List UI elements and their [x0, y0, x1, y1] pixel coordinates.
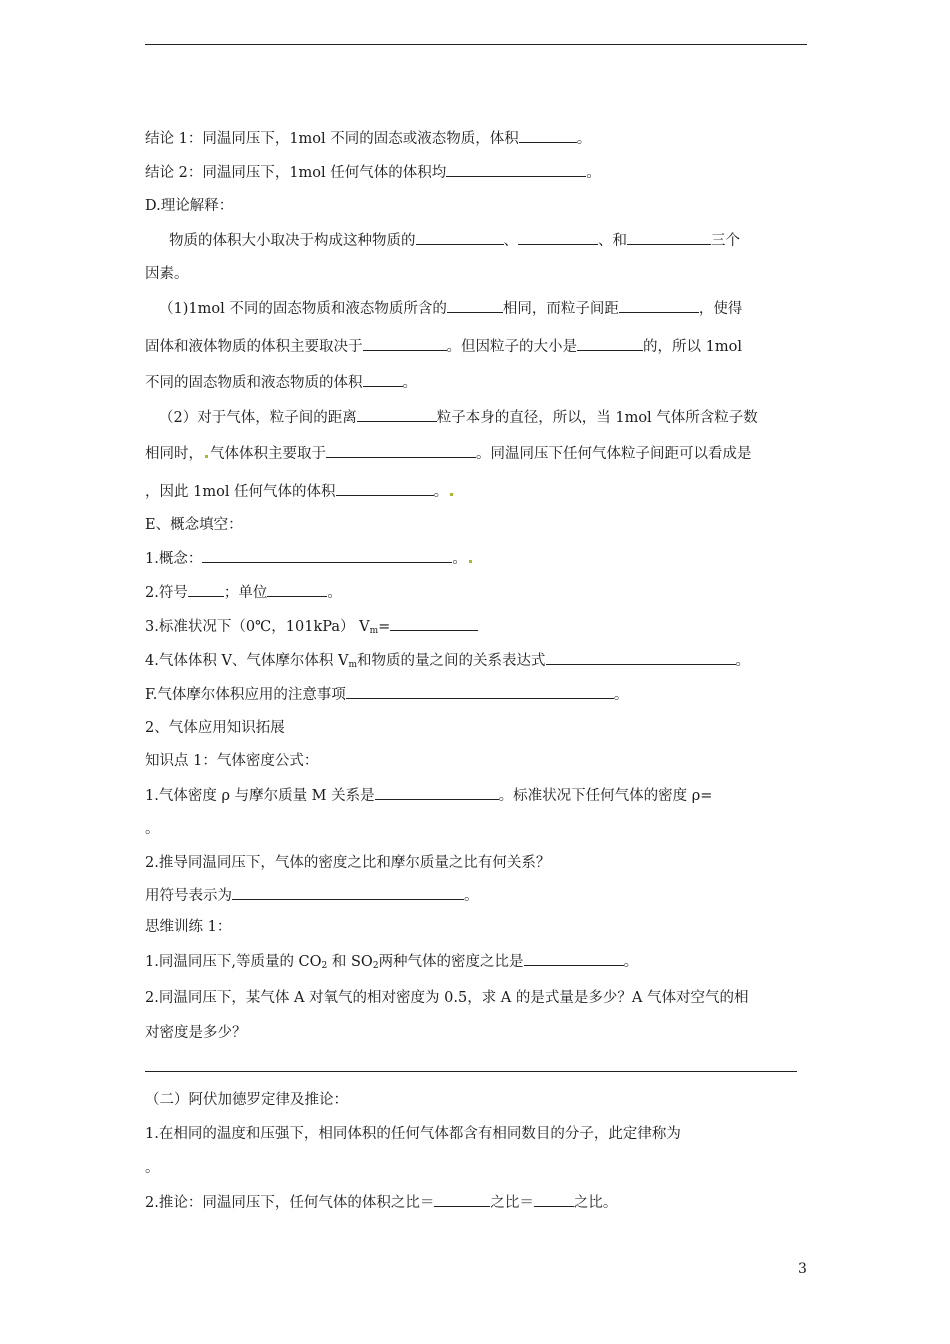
blank[interactable]: [534, 1192, 574, 1207]
blank[interactable]: [188, 582, 224, 597]
mark-dot: [469, 560, 472, 563]
blank[interactable]: [326, 443, 476, 458]
blank[interactable]: [524, 951, 624, 966]
theory-line: 物质的体积大小取决于构成这种物质的 、 、和 三个: [145, 230, 834, 251]
corollary-line: 2.推论：同温同压下，任何气体的体积之比＝ 之比＝ 之比。: [145, 1192, 810, 1213]
exercise-2: 2.同温同压下，某气体 A 对氧气的相对密度为 0.5，求 A 的是式量是多少？A 气体对空气的相: [145, 990, 749, 1006]
knowledge-point-1: 知识点 1：气体密度公式：: [145, 753, 319, 769]
blank[interactable]: [390, 616, 478, 631]
blank[interactable]: [447, 298, 503, 313]
density-line-cont: 。: [145, 821, 160, 837]
section-e-heading: E、概念填空：: [145, 517, 243, 533]
blank[interactable]: [627, 230, 711, 245]
blank[interactable]: [619, 298, 699, 313]
relation-line: 4.气体体积 V、气体摩尔体积 $V_m$和物质的量之间的关系表达式 。: [145, 650, 810, 675]
blank[interactable]: [577, 336, 643, 351]
blank[interactable]: [357, 407, 437, 422]
theory-line-cont: 因素。: [145, 266, 189, 282]
exercise-heading: 思维训练 1：: [145, 919, 232, 935]
blank[interactable]: [519, 128, 577, 143]
blank[interactable]: [434, 1192, 490, 1207]
avogadro-law-line: 1.在相同的温度和压强下，相同体积的任何气体都含有相同数目的分子，此定律称为: [145, 1126, 681, 1142]
point-2-line-2: 相同时， 气体体积主要取于 。同温同压下任何气体粒子间距可以看成是: [145, 443, 810, 464]
blank[interactable]: [375, 785, 499, 800]
point-2-line: （2）对于气体，粒子间的距离 粒子本身的直径，所以，当 1mol 气体所含粒子数: [145, 407, 824, 428]
mark-dot: [205, 455, 208, 458]
section-avogadro-heading: （二）阿伏加德罗定律及推论：: [145, 1092, 348, 1108]
section-divider: [145, 1071, 797, 1072]
blank[interactable]: [363, 372, 403, 387]
density-line: 1.气体密度 ρ 与摩尔质量 M 关系是 。标准状况下任何气体的密度 ρ=: [145, 785, 810, 806]
point-1-line: （1)1mol 不同的固态物质和液态物质所含的 相同，而粒子间距 ，使得: [145, 298, 824, 319]
symbol-unit-line: 2.符号 ；单位 。: [145, 582, 810, 603]
blank[interactable]: [363, 336, 447, 351]
blank[interactable]: [267, 582, 327, 597]
section-d-heading: D.理论解释：: [145, 198, 234, 214]
concept-line: 1.概念： 。: [145, 548, 810, 569]
conclusion-1: 结论 1：同温同压下，1mol 不同的固态或液态物质，体积 。: [145, 128, 810, 149]
page-number: 3: [798, 1261, 807, 1277]
symbol-expression-line: 用符号表示为 。: [145, 885, 810, 906]
exercise-1: 1.同温同压下,等质量的 $CO_2$ 和 $SO_2$两种气体的密度之比是 。: [145, 951, 810, 976]
blank[interactable]: [346, 684, 614, 699]
blank[interactable]: [202, 548, 452, 563]
point-1-line-3: 不同的固态物质和液态物质的体积 。: [145, 372, 810, 393]
blank[interactable]: [446, 162, 586, 177]
derive-question: 2.推导同温同压下，气体的密度之比和摩尔质量之比有何关系？: [145, 855, 551, 871]
blank[interactable]: [518, 230, 598, 245]
exercise-2-cont: 对密度是多少？: [145, 1025, 247, 1041]
avogadro-law-line-cont: 。: [145, 1160, 160, 1176]
blank[interactable]: [546, 650, 736, 665]
conclusion-2: 结论 2：同温同压下，1mol 任何气体的体积均 。: [145, 162, 810, 183]
point-1-line-2: 固体和液体物质的体积主要取决于 。但因粒子的大小是 的，所以 1mol: [145, 336, 810, 357]
header-rule: [145, 44, 807, 45]
blank[interactable]: [336, 481, 434, 496]
mark-dot: [450, 493, 453, 496]
point-2-line-3: ，因此 1mol 任何气体的体积 。: [145, 481, 810, 502]
blank[interactable]: [232, 885, 464, 900]
notes-line: F.气体摩尔体积应用的注意事项 。: [145, 684, 810, 705]
blank[interactable]: [416, 230, 504, 245]
section-2-heading: 2、气体应用知识拓展: [145, 720, 285, 736]
stp-line: 3.标准状况下（0℃，101kPa） $V_m=$: [145, 616, 810, 641]
